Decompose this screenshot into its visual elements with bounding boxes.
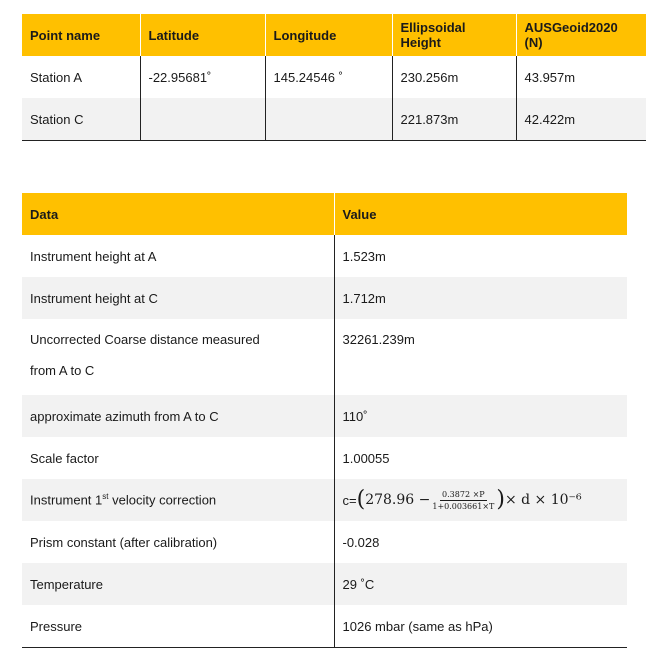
station-longitude: 145.24546 ˚ <box>265 56 392 98</box>
formula-suffix: × d × 10⁻⁶ <box>504 492 582 508</box>
data-label-post: velocity correction <box>108 492 217 508</box>
data-label-line2: from A to C <box>30 363 95 378</box>
table-row <box>22 395 627 437</box>
data-label-pre: Instrument 1 <box>30 492 103 508</box>
header-row <box>22 14 646 56</box>
station-ellipsoidal-height: 221.873m <box>392 98 516 141</box>
header-data: Data <box>22 193 334 235</box>
data-label: Pressure <box>22 605 334 648</box>
data-label-line1: Uncorrected Coarse distance measured <box>30 332 260 347</box>
data-label: approximate azimuth from A to C <box>22 395 334 437</box>
station-name: Station C <box>22 98 140 141</box>
formula-numerator: 0.3872 ×P <box>442 489 485 499</box>
header-row <box>22 193 627 235</box>
station-geoid: 42.422m <box>516 98 646 141</box>
header-value: Value <box>334 193 627 235</box>
header-point-name: Point name <box>22 14 140 56</box>
table-row <box>22 56 646 98</box>
data-label-sup: st <box>102 492 109 502</box>
header-longitude: Longitude <box>265 14 392 56</box>
station-longitude <box>265 98 392 141</box>
header-latitude: Latitude <box>140 14 265 56</box>
data-value: 32261.239m <box>342 332 415 347</box>
station-name: Station A <box>30 69 83 85</box>
data-label: Scale factor <box>22 437 334 479</box>
data-label: Temperature <box>22 563 334 605</box>
data-value: 110˚ <box>334 395 627 437</box>
table-row <box>22 98 646 141</box>
station-ellipsoidal-height: 230.256m <box>392 56 516 98</box>
formula-prefix: c= <box>342 492 357 508</box>
table-row <box>22 319 627 395</box>
station-latitude: -22.95681˚ <box>140 56 265 98</box>
table-row <box>22 437 627 479</box>
data-label: Prism constant (after calibration) <box>22 521 334 563</box>
data-table <box>22 193 627 648</box>
data-label <box>22 319 334 395</box>
formula-fraction <box>432 490 494 511</box>
stations-table <box>22 14 646 141</box>
data-label: Instrument height at A <box>22 235 334 277</box>
table-row <box>22 277 627 319</box>
table-row <box>22 235 627 277</box>
data-value: 1.712m <box>334 277 627 319</box>
station-latitude <box>140 98 265 141</box>
station-geoid: 43.957m <box>516 56 646 98</box>
formula-open-paren: ( <box>356 487 366 512</box>
table-row <box>22 479 627 521</box>
data-label: Instrument height at C <box>22 277 334 319</box>
formula-denominator: 1+0.003661×T <box>432 501 495 511</box>
data-value: 1026 mbar (same as hPa) <box>342 618 493 634</box>
formula-constant: 278.96 − <box>365 492 431 508</box>
data-label <box>22 479 334 521</box>
table-row <box>22 605 627 648</box>
header-geoid: AUSGeoid2020 (N) <box>516 14 646 56</box>
velocity-correction-formula <box>334 479 627 521</box>
formula-close-paren: ) <box>496 487 505 512</box>
table-row <box>22 563 627 605</box>
data-value: -0.028 <box>342 534 380 550</box>
data-value: 29 ˚C <box>334 563 627 605</box>
table-row <box>22 521 627 563</box>
data-value: 1.523m <box>342 248 386 264</box>
header-ellipsoidal-height: Ellipsoidal Height <box>392 14 516 56</box>
data-value: 1.00055 <box>342 450 390 466</box>
